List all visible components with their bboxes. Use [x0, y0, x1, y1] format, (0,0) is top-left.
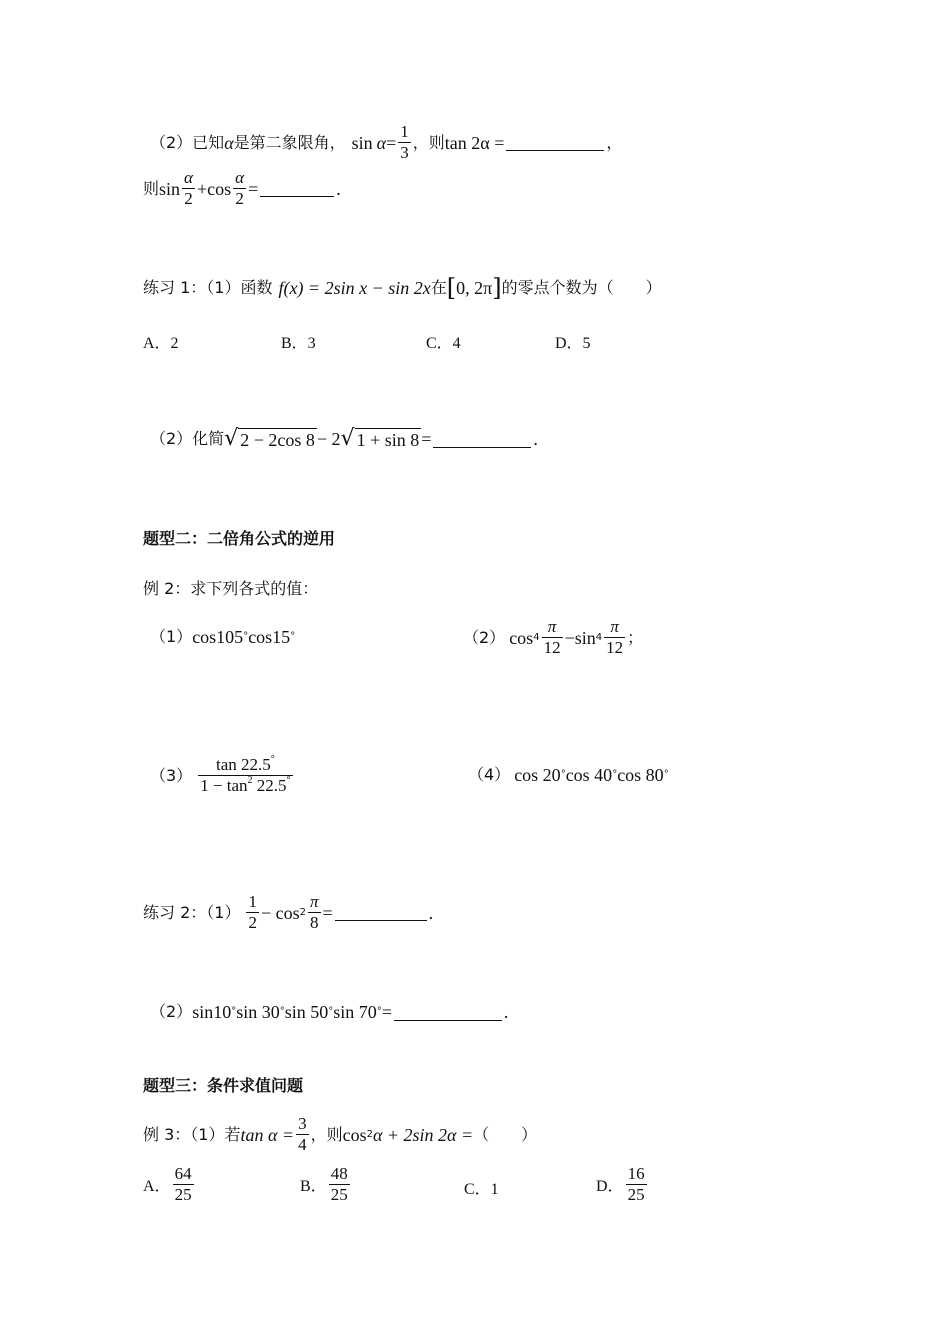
practice2-q2: （2） sin10 ° sin 30 ° sin 50 ° sin 70 ° = . — [150, 1002, 509, 1022]
answer-blank-1[interactable] — [506, 134, 604, 151]
example2-item3 — [150, 755, 295, 796]
choice-a-64-25[interactable] — [143, 1164, 196, 1205]
degree-symbol: ° — [286, 775, 291, 786]
minus-sign: − — [564, 627, 575, 648]
radical-icon: √ — [340, 426, 355, 451]
fraction-pi-12-2 — [604, 617, 625, 658]
practice2-q2-label: （2） — [150, 1002, 193, 1021]
power-two: 2 — [247, 775, 253, 786]
choice-b-48-25[interactable] — [300, 1164, 352, 1205]
frac-denominator: 12 — [606, 638, 624, 657]
function-expr: f(x) = 2sin x − sin 2x — [278, 278, 431, 298]
alpha-symbol: α — [224, 132, 234, 153]
choice-d[interactable]: D．5 — [555, 335, 591, 352]
fraction-alpha-half — [182, 168, 195, 209]
sqrt-2 — [341, 428, 422, 450]
item4-a: cos 20 — [514, 765, 561, 785]
sin30: sin 30 — [236, 1002, 280, 1022]
radicand-2: 1 + sin 8 — [356, 430, 420, 450]
practice1-in: 在 — [430, 278, 447, 297]
q2-label: （2）已知 — [150, 132, 225, 152]
question-2-line2 — [143, 168, 341, 209]
item1-expr-a: cos105 — [192, 627, 244, 647]
sin-label-2: sin — [159, 178, 181, 199]
tan-alpha: tan α = — [240, 1124, 295, 1145]
alpha-symbol-2: α — [376, 132, 387, 153]
degree-symbol: ° — [270, 754, 275, 765]
practice2-q1: 练习 2：（1） $\frac{1}{2}$ − cos 2 $\frac{\pi}{8}$ = . — [143, 892, 434, 932]
period: . — [428, 902, 434, 923]
practice1-q1 — [143, 274, 662, 302]
den-b: 22.5 — [252, 776, 287, 795]
q2-text2: ，则 — [412, 132, 445, 152]
fraction-3-4 — [296, 1114, 309, 1155]
frac-denominator — [198, 775, 292, 796]
frac-numerator — [214, 755, 277, 775]
fraction-tan — [198, 755, 292, 796]
sin50: sin 50 — [284, 1002, 329, 1022]
choice-c-1[interactable]: C．1 — [464, 1181, 499, 1198]
tan-numerator: tan 22.5 — [215, 755, 271, 774]
radical-icon: √ — [224, 426, 239, 451]
frac-numerator: α — [235, 168, 245, 187]
tan2a-expr: tan 2α = — [444, 132, 505, 153]
frac-numerator: π — [547, 617, 557, 636]
minus-two: − 2 — [316, 429, 341, 449]
frac-denominator: 2 — [184, 189, 193, 208]
frac-numerator: 3 — [298, 1114, 307, 1133]
period: . — [503, 1002, 509, 1022]
example3-label: 例 3：（1）若 — [143, 1124, 241, 1144]
sin70: sin 70 — [333, 1002, 377, 1022]
equals: = — [322, 902, 333, 923]
plus-sign: + — [196, 178, 208, 199]
question-2-line1 — [150, 122, 622, 163]
semicolon: ； — [627, 627, 644, 647]
equals: = — [381, 1002, 392, 1022]
item4-label: （4） — [468, 765, 511, 784]
period: . — [336, 178, 341, 199]
fraction — [173, 1164, 194, 1205]
frac-numerator: α — [184, 168, 193, 187]
equals: = — [248, 178, 259, 199]
fraction — [329, 1164, 350, 1205]
item1-label: （1） — [150, 627, 193, 646]
fraction-half — [246, 892, 259, 933]
fraction-alpha-half-2 — [233, 168, 246, 209]
equals: = — [421, 429, 432, 449]
section3-title: 题型三：条件求值问题 — [143, 1076, 304, 1095]
cos-label: cos — [207, 178, 232, 199]
choice-b[interactable]: B．3 — [281, 335, 316, 352]
cos-label: cos — [342, 1124, 367, 1145]
q2-comma: ， — [606, 132, 623, 152]
example2-item2: （2） cos 4 $\frac{\pi}{12}$ − sin 4 $\frac{\pi}{12}$ ； — [463, 617, 644, 657]
practice1-label: 练习 1：（1）函数 — [143, 278, 273, 297]
frac-numerator: π — [309, 892, 319, 911]
interval: 0, 2π — [456, 278, 493, 298]
practice1-q2 — [150, 428, 538, 450]
answer-blank-3[interactable] — [433, 431, 531, 448]
frac-denominator: 8 — [310, 913, 319, 932]
sqrt-1 — [224, 428, 317, 450]
frac-denominator: 25 — [330, 1185, 348, 1204]
fraction-pi-12 — [542, 617, 563, 658]
choice-label: D． — [596, 1178, 624, 1195]
radicand-1: 2 − 2cos 8 — [240, 430, 315, 450]
choice-a[interactable]: A．2 — [143, 335, 179, 352]
answer-blank-2[interactable] — [260, 180, 334, 197]
frac-numerator: π — [610, 617, 619, 636]
left-bracket: [ — [446, 274, 457, 302]
answer-blank-4[interactable] — [335, 904, 427, 921]
item4-b: cos 40 — [565, 765, 613, 785]
item3-label: （3） — [150, 765, 193, 785]
sin-label: sin — [351, 132, 373, 153]
frac-denominator: 2 — [248, 913, 257, 932]
practice1-tail: 的零点个数为（ ） — [501, 278, 662, 297]
minus-cos: − cos — [260, 902, 300, 923]
practice1-q2-label: （2）化简 — [150, 429, 225, 448]
equals: = — [386, 132, 397, 153]
choice-c[interactable]: C．4 — [426, 335, 461, 352]
section2-title: 题型二：二倍角公式的逆用 — [143, 529, 336, 548]
frac-numerator: 48 — [330, 1164, 348, 1183]
example3-q1: 例 3：（1）若 tan α = $\frac{3}{4}$ ，则 cos 2 α + 2sin 2α = （ ） — [143, 1114, 538, 1154]
expr-tail: α + 2sin 2α = — [372, 1124, 474, 1145]
frac-denominator: 25 — [174, 1185, 192, 1204]
frac-numerator: 1 — [248, 892, 257, 911]
example2-item4: （4） cos 20 ° cos 40 ° cos 80 ° — [468, 765, 669, 785]
choice-d-16-25[interactable] — [596, 1164, 649, 1205]
choice-label: A． — [143, 1178, 171, 1195]
q2-line2-prefix: 则 — [143, 178, 160, 198]
answer-paren: （ ） — [473, 1124, 538, 1144]
cos-label: cos — [509, 627, 534, 648]
sin-label: sin — [574, 627, 596, 648]
practice2-label: 练习 2：（1） — [143, 902, 241, 922]
frac-denominator: 4 — [298, 1135, 307, 1154]
frac-denominator: 12 — [543, 638, 561, 657]
sin10: sin10 — [192, 1002, 232, 1022]
fraction-pi-8 — [308, 892, 321, 933]
answer-blank-5[interactable] — [394, 1004, 502, 1021]
example3-mid: ，则 — [310, 1124, 343, 1144]
frac-denominator: 3 — [400, 143, 409, 162]
example2-label: 例 2：求下列各式的值： — [143, 579, 319, 598]
item2-label: （2） — [463, 627, 506, 647]
example2-item1: （1） cos105 ° cos15 ° — [150, 627, 296, 647]
den-a: 1 − tan — [200, 776, 248, 795]
item1-expr-b: cos15 — [248, 627, 291, 647]
choice-label: B． — [300, 1178, 327, 1195]
frac-denominator: 25 — [627, 1185, 645, 1204]
fraction — [626, 1164, 647, 1205]
frac-numerator: 64 — [174, 1164, 192, 1183]
q2-text1: 是第二象限角， — [233, 132, 346, 152]
right-bracket: ] — [492, 274, 502, 302]
frac-numerator: 1 — [400, 122, 409, 141]
period: . — [533, 429, 538, 449]
fraction-one-third — [398, 122, 411, 163]
frac-numerator: 16 — [627, 1164, 645, 1183]
item4-c: cos 80 — [617, 765, 664, 785]
frac-denominator: 2 — [235, 189, 244, 208]
